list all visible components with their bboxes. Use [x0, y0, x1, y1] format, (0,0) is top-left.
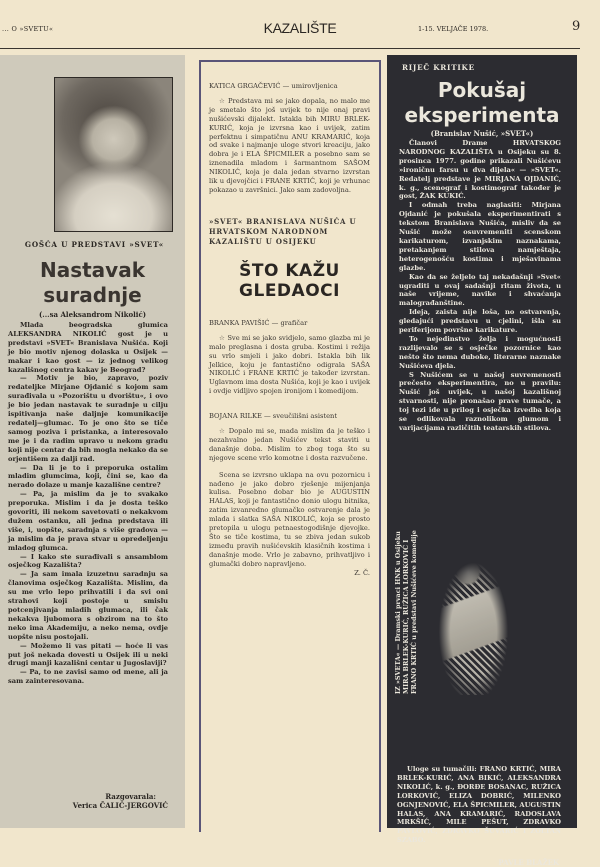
portrait-photo: [54, 77, 173, 232]
interview-title: Nastavak suradnje: [39, 258, 146, 307]
signature-name: Verica ČALIĆ-JERGOVIĆ: [72, 801, 168, 810]
photo-caption: [391, 525, 419, 695]
paragraph: S Nušićem se u našoj suvremenosti prečesto eksperimentira, no u pravilu: Nušić još uvijek, u našoj kazališnoj stvarnosti, nije pronašao prave tumače, a toj tezi ide u prilog i osječka izvedba koja se odlikovala raznolikom glumom i varijacijama različitih teatarskih stilova.: [399, 370, 561, 432]
review-body: [399, 139, 561, 433]
interview-kicker: GOŠĆA U PREDSTAVI »SVET«: [24, 240, 165, 249]
review-title: Pokušaj eksperimenta: [404, 78, 560, 127]
paragraph: Mlada beogradska glumica ALEKSANDRA NIKOLIĆ gost je u predstavi »SVET« Branislava Nušića. Koji je bio motiv njenog dolaska u Osijek — makar i kao gost — iz jednog velikog kazališnog centra kakav je Beograd?: [8, 321, 168, 374]
paragraph: — Pa, to ne zavisi samo od mene, ali ja sam zainteresovana.: [8, 668, 168, 686]
signature-label: Razgovarala:: [105, 792, 156, 801]
publication-title: KAZALIŠTE: [263, 20, 337, 36]
paragraph: — Ja sam imala izuzetnu saradnju sa članovima osječkog Kazališta. Mislim, da su me vrlo lepo prihvatili i da svi oni strahovi koji postoje u smislu potcenjivanja mladih glumaca, ili čak nekakva ljubomora s obzirom na to što neko ima Akademiju, a neko nema, ovdje uopšte nisu postojali.: [8, 570, 168, 641]
audience-title: ŠTO KAŽU GLEDAOCI: [239, 260, 340, 301]
photo-caption-text: IZ »SVETA« — Dramski prvaci HNK u Osijeku MIRA BRLEK-KURIĆ, RUŽICA LORKOVIĆ I FRANO KRTIĆ u predstavi Nušićeve komedije: [394, 530, 418, 694]
page-number: 9: [572, 19, 581, 34]
interview-body: [8, 321, 168, 686]
respondent-name: BOJANA RILKE — sveučilišni asistent: [209, 412, 338, 421]
cast-list: [397, 765, 561, 845]
paragraph: — Pa, ja mislim da je to svakako preporuka. Mislim i da je dosta teško govoriti, ili nekom savetovati o nekakvom dužem ostanku, ali jedna predstava ili više, i, uopšte, saradnja s više gradova — ja mislim da je prava stvar u opredeljenju mladog glumca.: [8, 490, 168, 552]
header-rule: [0, 48, 580, 49]
respondent-comment: ☆ Predstava mi se jako dopala, no malo me je smetalo što još uvijek to nije onaj pravi nušićevski dijalekt. Istakla bih MIRU BRLEK-KURIĆ, koja je izvrsna kao i uvijek, zatim perfektnu i simpatičnu ANU KRAMARIĆ, koja od svake i najmanje uloge stvori kreaciju, jako dobra je i ELA ŠPICMILER a posebno sam se iznenadila mladom i šarmantnom SAŠOM NIKOLIĆ, koja je dala jedan stvarno izvrstan lik u djevojčici i FRANE KRTIĆ, koji je vrhunac pokazao u završnici. Jako sam zadovoljna.: [209, 96, 370, 194]
respondent-name: BRANKA PAVIŠIĆ — grafičar: [209, 318, 308, 327]
issue-date: 1-15. VELJAČE 1978.: [418, 25, 489, 33]
interview-subtitle: (...sa Aleksandrom Nikolić): [38, 310, 147, 319]
paragraph: Kao da se željelo taj nekadašnji »Svet« ugraditi u ovaj sadašnji ritam života, u naše vrijeme, navike i shvaćanja malograđanštine.: [399, 272, 561, 308]
interview-signature: [8, 792, 168, 810]
paragraph: — Da li je to i preporuka ostalim mladim glumcima, koji, čini se, kao da nerado dolaze u manje kazališne centre?: [8, 463, 168, 490]
paragraph: — I kako ste surađivali s ansamblom osječkog Kazališta?: [8, 552, 168, 570]
stage-photo-shade: [435, 555, 545, 695]
initials: Z. Č.: [354, 568, 370, 577]
review-subtitle: (Branislav Nušić, »SVET«): [430, 129, 534, 138]
paragraph: — Motiv je bio, zapravo, poziv redateljke Mirjane Ojdanić s kojom sam surađivala u »Pozorištu u dvorištu«, i ovo je bio jedan nastavak te suradnje u cilju ispitivanja naše daljnje komunikacije redatelj—glumac. To je ono što se tiče samog poziva i pristanka, a interesovalo me je i da radim upravo u nekom gradu koji nije centar da bih mogla nekako da se orjentišem za dalji rad.: [8, 374, 168, 463]
audience-article: [199, 60, 381, 832]
review-kicker: RIJEČ KRITIKE: [402, 63, 475, 72]
section-label: ... O »SVETU«: [2, 25, 54, 33]
respondent-comment: ☆ Dopalo mi se, mada mislim da je teško i nezahvalno jedan Nušićev tekst staviti u današnje doba. Mislim to zbog toga što su njegove scene vrlo komotne i dosta razvučene.: [209, 427, 370, 462]
cast-text: Uloge su tumačili: FRANO KRTIĆ, MIRA BRLEK-KURIĆ, ANA BIKIĆ, ALEKSANDRA NIKOLIĆ, k. g., ĐORĐE BOSANAC, RUŽICA LORKOVIĆ, ELIZA DOBRIĆ, MILENKO OGNJENOVIĆ, ELA ŠPICMILER, AUGUSTIN HALAS, ANA KRAMARIĆ, RADOSLAVA MRKŠIĆ, MILE PEŠUT, ZDRAVKO PAVLOVIĆ, ZDRAVKO ŠUVARIĆ i ZOLTAN SZABO.: [397, 765, 561, 845]
paragraph: I odmah treba naglasiti: Mirjana Ojdanić je pokušala eksperimentirati s tekstom Branislava Nušića, misliv da se Nušić može osuvremeniti scenskom karikaturom, izvanjskim naznakama, pretakanjem stilova namještaja, heterogenošću kostima i mješavinama glazbe.: [399, 201, 561, 272]
review-author: PAVLE BLAŽEK: [498, 858, 559, 867]
paragraph: — Možemo li vas pitati — hoće li vas put još nekada dovesti u Osijek ili u neki drugi manji kazališni centar u Jugoslaviji?: [8, 641, 168, 668]
audience-signature: [209, 569, 370, 578]
respondent-comment: Scena se izvrsno uklapa na ovu pozornicu i nađeno je jako dobro rješenje mijenjanja kulisa. Posebno dobar bio je AUGUSTIN HALAS, koji je fantastično donio ulogu bitnika, zatim izvanredno glumačko ostvarenje dala je mlada i slatka SAŠA NIKOLIĆ, koja se prosto pretopila u ulogu petnaestogodišnje djevojke. Što se tiče kostima, tu se zbiva jedan sukob između pravih nušićevskih klasičnih kostima i današnje mode. Vrlo je zabavno, prihvatljivo i glumački dobro napravljeno.: [209, 470, 370, 568]
respondent-name: KATICA GRGAČEVIĆ — umirovljenica: [209, 82, 338, 90]
audience-kicker: »SVET« BRANISLAVA NUŠIĆA U HRVATSKOM NARODNOM KAZALIŠTU U OSIJEKU: [209, 216, 357, 246]
respondent-comment: ☆ Sve mi se jako svidjelo, samo glazba mi je malo preglasna i dosta gruba. Kostimi i režija su vrlo smjeli i jako dobri. Istakla bih lik Jelkice, koju je fantastično odigrala SAŠA NIKOLIĆ i FRANE KRTIĆ je također izvrstan. Uglavnom ima dosta Nušića, koji je kao i uvijek i ovdje vidljivo spojen ironijom i komedijom.: [209, 333, 370, 396]
page-header: [0, 18, 600, 40]
paragraph: Ideja, zaista nije loša, no ostvarenja, gledajući predstavu u cjelini, išla su periferijom površne karikature.: [399, 308, 561, 335]
review-article: [387, 55, 577, 867]
paragraph: Članovi Drame HRVATSKOG NARODNOG KAZALIŠTA u Osijeku su 8. prosinca 1977. godine prikazali Nušićevu »ironičnu farsu u dva dijela« — »SVET«. Redatelj predstave je MIRJANA OJDANIĆ, k. g., scenograf i kostimograf također je gost, ŽAK KUKIĆ.: [399, 139, 561, 201]
interview-article: [0, 55, 185, 828]
paragraph: To nejedinstvo želja i mogućnosti razlijevalo se s osječke pozornice kao nešto što nema duboke, literarne naznake Nušićeva djela.: [399, 334, 561, 370]
